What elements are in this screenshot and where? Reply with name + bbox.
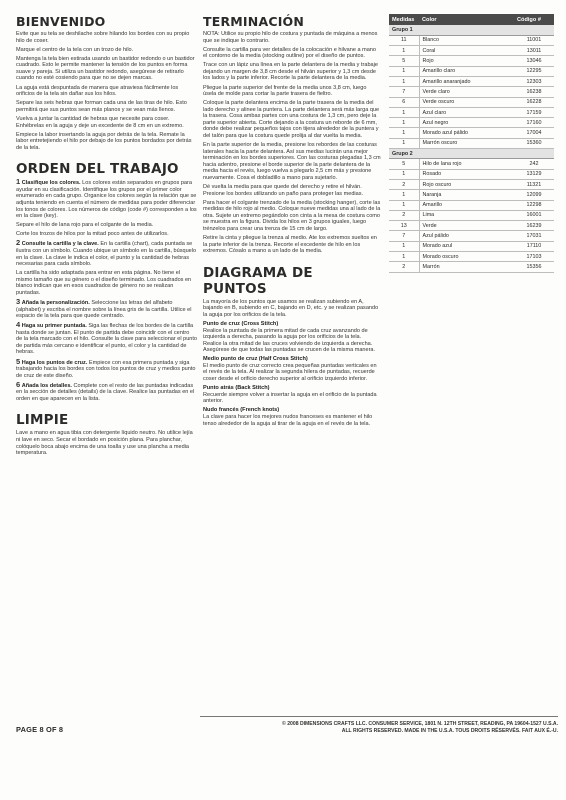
stitch-text: El medio punto de cruz correcto crea pequeñas puntadas verticales en el revés de la tela. Al realizar la segunda hilera de puntadas, recuerde coser desde el orificio derecho superior al orificio izquierdo inferior. (203, 362, 377, 382)
cell-medidas: 5 (389, 159, 419, 169)
step-heading: Haga su primer puntada. (21, 323, 87, 330)
cell-color: Azul claro (419, 107, 514, 117)
cell-medidas: 2 (389, 179, 419, 189)
step-number: 6 (16, 379, 21, 389)
step-heading: Añada la personalización. (21, 300, 90, 307)
cell-color: Blanco (419, 35, 514, 45)
cell-medidas: 2 (389, 210, 419, 220)
limpie-text: Lave a mano en agua tibia con detergente líquido neutro. No utilice lejía ni lave en seco. Secar el bordado en posición plana. Para planchar, colóquelo boca abajo encima de una toalla y use una plancha a media temperatura. (16, 430, 193, 457)
diagrama-intro: La mayoría de los puntos que usamos se realizan subiendo en A, bajando en B, subiendo en C, bajando en D, etc. y se realizan pasando la aguja por los orificios de la tela. (203, 298, 379, 318)
bienvenido-section (16, 14, 197, 151)
cell-codigo: 13129 (514, 169, 554, 179)
table-row (389, 190, 554, 200)
cell-medidas: 1 (389, 118, 419, 128)
cell-codigo: 17031 (514, 231, 554, 241)
stitch-name: Medio punto de cruz (Half Cross Stitch) (203, 356, 308, 363)
orden-section (16, 161, 197, 402)
stitch-name: Punto atrás (Back Stitch) (203, 385, 270, 392)
step-text: Complete con el resto de las puntadas indicadas en la sección de detalles (details) de la clave. Realice las puntadas en el orden en que aparecen en la lista. (16, 382, 195, 402)
terminacion-paragraph: NOTA: Utilice su propio hilo de costura y puntada de máquina a menos que se indique lo contrario. (203, 31, 378, 44)
table-row (389, 46, 554, 56)
group-label: Grupo 2 (389, 149, 554, 159)
bienvenido-title: BIENVENIDO (16, 14, 106, 29)
cell-medidas: 1 (389, 241, 419, 251)
orden-step (16, 379, 197, 403)
cell-medidas: 1 (389, 252, 419, 262)
table-row (389, 179, 554, 189)
cell-medidas: 1 (389, 107, 419, 117)
orden-step (16, 270, 197, 296)
table-row (389, 66, 554, 76)
header-color: Color (419, 14, 514, 25)
step-number: 3 (16, 297, 21, 307)
step-text: En la cartilla (chart), cada puntada se ilustra con un símbolo. Cuando ubique un símbolo en la cartilla, búsquelo en la clave. La clave le indica el color, el punto y la cantidad de hebras necesarias para cada símbolo. (16, 241, 197, 268)
cell-codigo: 13011 (514, 46, 554, 56)
step-text: Corte los trozos de hilos por la mitad poco antes de utilizarlos. (16, 231, 169, 238)
cell-medidas: 11 (389, 35, 419, 45)
cell-codigo: 17160 (514, 118, 554, 128)
table-row (389, 97, 554, 107)
cell-medidas: 1 (389, 66, 419, 76)
header-medidas: Medidas (389, 14, 419, 25)
cell-codigo: 17110 (514, 241, 554, 251)
cell-color: Azul pálido (419, 231, 514, 241)
table-row (389, 241, 554, 251)
cell-medidas: 13 (389, 221, 419, 231)
cell-medidas: 7 (389, 231, 419, 241)
table-body (389, 25, 554, 272)
table-group-row (389, 149, 554, 159)
step-number: 2 (16, 238, 21, 248)
limpie-section (16, 412, 197, 456)
table-header-row (389, 14, 554, 25)
table-row (389, 210, 554, 220)
step-heading: Haga los puntos de cruz. (21, 359, 88, 366)
step-text: Seleccione las letras del alfabeto (alphabet) y escriba el nombre sobre la línea gris de la cartilla. Utilice el espacio de la tela para que quede centrado. (16, 300, 192, 320)
orden-step (16, 179, 197, 219)
cell-medidas: 2 (389, 262, 419, 272)
cell-color: Marrón (419, 262, 514, 272)
terminacion-section (203, 14, 381, 255)
cell-codigo: 12303 (514, 76, 554, 86)
cell-color: Rojo (419, 56, 514, 66)
cell-codigo: 12295 (514, 66, 554, 76)
table-row (389, 252, 554, 262)
step-text: Siga las flechas de los bordes de la cartilla hasta donde se juntan. El punto de partida debe coincidir con el centro de la tela marcado con el hilo. Consulte la clave para seleccionar el punto de partida más cercano e identificar el punto, el color y la cantidad de hebras. (16, 323, 197, 356)
cell-codigo: 16228 (514, 97, 554, 107)
terminacion-paragraph: Coloque la parte delantera encima de la parte trasera de la media del lado derecho y alinee la puntera. La parte delantera será más larga que la trasera. Cosa ambas partes con una costura de 1,3 cm, pero deje la parte superior abierta. Corte dejando a la costura un reborde de 6 mm, donde debe realizar pequeños tajos con tijera alrededor de la puntera y del talón para que la costura quede prolija al dar vuelta la media. (203, 100, 380, 140)
orden-step (16, 222, 197, 229)
orden-step (16, 322, 197, 356)
cell-medidas: 7 (389, 87, 419, 97)
cell-color: Verde oscuro (419, 97, 514, 107)
terminacion-title: TERMINACIÓN (203, 14, 305, 29)
cell-color: Lima (419, 210, 514, 220)
page-number: PAGE 8 OF 8 (16, 725, 64, 734)
table-row (389, 138, 554, 148)
stitch-text: Realice la puntada de la primera mitad de cada cruz avanzando de izquierda a derecha, pasando la aguja por los orificios de la tela. Realice la otra mitad de las cruces volviendo de izquierda a derecha. Asegúrese de que todas las puntadas se crucen de la misma manera. (203, 327, 376, 354)
bienvenido-paragraph: Evite que su tela se deshilache sobre hilando los bordes con su propio hilo de coser. (16, 31, 190, 44)
stitch-name: Nudo francés (French knots) (203, 407, 280, 414)
step-number: 5 (16, 356, 21, 366)
cell-codigo: 16001 (514, 210, 554, 220)
cell-codigo: 17159 (514, 107, 554, 117)
terminacion-paragraph: En la parte superior de la media, presione los rebordes de las costuras laterales hacia la parte delantera. Así sus medias lucirán una mejor terminación en los bordes superiores. Con las costuras plegadas 1,3 cm hacia adentro, presione el borde superior de la parte delantera de la media hacia el revés, luego vuelva a plegarlo 2,5 cm más y presione nuevamente. Cosa el dobladillo a mano para sujetarlo. (203, 142, 381, 181)
cell-color: Morado azul pálido (419, 128, 514, 138)
table-row (389, 35, 554, 45)
cell-codigo: 242 (514, 159, 554, 169)
cell-codigo: 12099 (514, 190, 554, 200)
table-row (389, 200, 554, 210)
footer-divider (200, 716, 558, 717)
cell-color: Morado oscuro (419, 252, 514, 262)
cell-medidas: 1 (389, 200, 419, 210)
orden-title: ORDEN DEL TRABAJO (16, 161, 179, 178)
cell-color: Coral (419, 46, 514, 56)
cell-medidas: 1 (389, 128, 419, 138)
limpie-title: LIMPIE (16, 412, 69, 429)
step-text: La cartilla ha sido adaptada para entrar en esta página. No tiene el mismo tamaño que su género o el diseño terminado. Los cuadrados en blanco indican que en esos cuadrados de género no se realizan puntadas. (16, 270, 192, 296)
stitch-name: Punto de cruz (Cross Stitch) (203, 320, 279, 327)
bienvenido-paragraph: Empiece la labor insertando la aguja por detrás de la tela. Remate la labor entretejiendo el hilo por debajo de los puntos bordados por detrás de la tela. (16, 131, 192, 151)
table-row (389, 107, 554, 117)
cell-medidas: 1 (389, 76, 419, 86)
cell-codigo: 11001 (514, 35, 554, 45)
step-heading: Clasifique los colores. (21, 180, 81, 187)
bienvenido-paragraph: Mantenga la tela bien estirada usando un bastidor redondo o un bastidor cuadrado. Esto le permite mantener la tensión de los puntos en forma suave y pareja. Si utiliza un bastidor redondo, asegúrese de retirarlo cuando no esté cosiendo para que no se dejen marcas. (16, 55, 195, 82)
cell-color: Rosado (419, 169, 514, 179)
cell-codigo: 16239 (514, 221, 554, 231)
table-row (389, 118, 554, 128)
diagrama-section (203, 265, 381, 427)
copyright-footer (200, 721, 558, 735)
table-row (389, 76, 554, 86)
table-row (389, 221, 554, 231)
table-row (389, 159, 554, 169)
terminacion-paragraph: Para hacer el colgante trenzado de la media (stocking hanger), corte las medidas de hilo rojo al medio. Coloque nueve medidas una al lado de la otra. Sujete un extremo pegándolo con cinta a la mesa de costura como se muestra en la figura. Divida los hilos en 3 grupos iguales, luego trénzelos para crear una trenza de 15 cm de largo. (203, 199, 381, 232)
terminacion-paragraph: Pliegue la parte superior del frente de la media unos 3,8 cm, luego úsela de molde para cortar la parte trasera de fieltro. (203, 84, 367, 98)
cell-color: Verde claro (419, 87, 514, 97)
orden-step (16, 231, 197, 238)
step-number: 1 (16, 177, 21, 187)
cell-color: Rojo oscuro (419, 179, 514, 189)
cell-codigo: 17004 (514, 128, 554, 138)
left-column (16, 14, 197, 459)
header-codigo: Código # (514, 14, 554, 25)
cell-color: Verde (419, 221, 514, 231)
cell-codigo: 15356 (514, 262, 554, 272)
middle-column (203, 14, 381, 430)
cell-color: Amarillo (419, 200, 514, 210)
table-group-row (389, 25, 554, 35)
terminacion-paragraph: Dé vuelta la media para que quede del derecho y retire el hilván. Presione los bordes utilizando un paño para proteger las medias. (203, 184, 364, 197)
copyright-line: © 2008 DIMENSIONS CRAFTS LLC. CONSUMER SERVICE, 1801 N. 12TH STREET, READING, PA 19604-1527 U.S.A. (282, 721, 558, 727)
cell-color: Hilo de lana rojo (419, 159, 514, 169)
step-text: Los colores están separados en grupos para ayudar en su clasificación. Identifique los grupos por el primer color enumerado en cada grupo. Organice los colores según la relación que se adjunta teniendo en cuenta el número de medidas para poder diferenciar los tonos de colores. Los números de código (code #) corresponden a los en la clave (key). (16, 180, 197, 220)
orden-step (16, 356, 197, 380)
color-key-table (389, 14, 554, 273)
terminacion-paragraph: Retire la cinta y pliegue la trenza al medio. Ate los extremos sueltos en la parte inferior de la trenza. Recorte el excedente de hilo en los extremos. Cósalo a mano a un lado de la media. (203, 235, 377, 255)
cell-medidas: 1 (389, 138, 419, 148)
cell-codigo: 17103 (514, 252, 554, 262)
cell-medidas: 1 (389, 190, 419, 200)
table-row (389, 56, 554, 66)
cell-medidas: 5 (389, 56, 419, 66)
cell-medidas: 6 (389, 97, 419, 107)
table-row (389, 87, 554, 97)
cell-codigo: 11321 (514, 179, 554, 189)
cell-codigo: 15360 (514, 138, 554, 148)
terminacion-paragraph: Trace con un lápiz una línea en la parte delantera de la media y trabaje dejando un margen de 3,8 cm desde el hilván superior y 1,3 cm desde los lados y la parte inferior. Recorte la parte delantera de la media. (203, 62, 378, 82)
table-row (389, 262, 554, 272)
stitch-text: Recuerde siempre volver a insertar la aguja en el orificio de la puntada anterior. (203, 391, 377, 405)
table-row (389, 169, 554, 179)
cell-codigo: 13046 (514, 56, 554, 66)
right-column (389, 14, 554, 273)
cell-medidas: 1 (389, 46, 419, 56)
cell-color: Morado azul (419, 241, 514, 251)
diagrama-title: DIAGRAMA DE PUNTOS (203, 264, 313, 297)
cell-color: Marrón oscuro (419, 138, 514, 148)
cell-color: Amarillo claro (419, 66, 514, 76)
bienvenido-paragraph: Marque el centro de la tela con un trozo de hilo. (16, 46, 134, 53)
step-text: Empiece con esa primera puntada y siga trabajando hacia los bordes con todos los puntos de cruz y medios punto de cruz de este diseño. (16, 359, 196, 379)
step-text: Separe el hilo de lana rojo para el colgante de la media. (16, 222, 154, 229)
cell-codigo: 12298 (514, 200, 554, 210)
cell-color: Azul negro (419, 118, 514, 128)
bienvenido-paragraph: Vuelva a juntar la cantidad de hebras que necesite para coser. Enhébrelas en la aguja y deje un excedente de 8 cm en un extremo. (16, 115, 184, 129)
copyright-line: ALL RIGHTS RESERVED. MADE IN THE U.S.A. TOUS DROITS RÉSERVÉS. FAIT AUX É.-U. (341, 728, 558, 735)
bienvenido-paragraph: La aguja está despuntada de manera que atraviesa fácilmente los orificios de la tela sin dañar sus los hilos. (16, 84, 179, 98)
stitch-text: La clave para hacer los mejores nudos franceses es mantener el hilo tenso alrededor de la aguja al tirar de la aguja en el revés de la tela. (203, 414, 373, 427)
table-row (389, 128, 554, 138)
step-heading: Consulte la cartilla y la clave. (21, 241, 99, 248)
step-heading: Añada los detalles. (21, 382, 72, 389)
bienvenido-paragraph: Separe las seis hebras que forman cada una de las tiras de hilo. Esto permitirá que sus puntos sean más planos y se vean más llenos. (16, 100, 187, 113)
terminacion-paragraph: Consulte la cartilla para ver detalles de la colocación e hilvane a mano el contorno de la media (stocking outline) por el diseño de puntos. (203, 46, 376, 60)
cell-color: Amarillo anaranjado (419, 76, 514, 86)
cell-color: Naranja (419, 190, 514, 200)
cell-codigo: 16238 (514, 87, 554, 97)
cell-medidas: 1 (389, 169, 419, 179)
orden-step (16, 240, 197, 267)
orden-step (16, 299, 197, 320)
group-label: Grupo 1 (389, 25, 554, 35)
step-number: 4 (16, 320, 21, 330)
table-row (389, 231, 554, 241)
